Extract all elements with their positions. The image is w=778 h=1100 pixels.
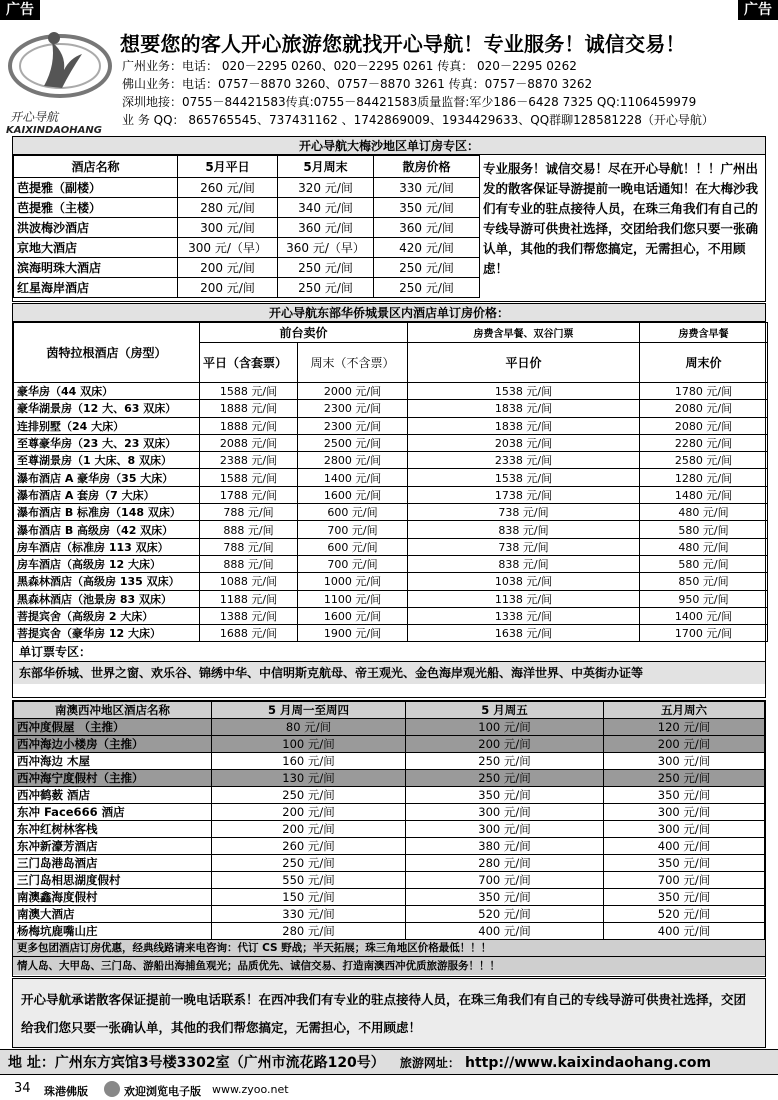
oct-row bbox=[14, 538, 768, 555]
xichong-cell: 100 元/间 bbox=[406, 719, 604, 736]
contact-guangzhou: 广州业务：电话： 020－2295 0260、020－2295 0261 传真： 020－2295 0262 bbox=[122, 59, 577, 73]
oct-col-hotel: 茵特拉根酒店（房型） bbox=[14, 323, 200, 383]
oct-cell: 888 元/间 bbox=[200, 521, 298, 538]
oct-cell: 600 元/间 bbox=[298, 538, 408, 555]
oct-cell: 2088 元/间 bbox=[200, 434, 298, 451]
oct-cell: 838 元/间 bbox=[408, 555, 640, 572]
logo-emblem-icon bbox=[4, 24, 116, 104]
oct-cell: 2800 元/间 bbox=[298, 452, 408, 469]
xichong-cell: 80 元/间 bbox=[212, 719, 406, 736]
xichong-row bbox=[14, 872, 765, 889]
oct-cell: 豪华房（44 双床） bbox=[14, 383, 200, 400]
xichong-col-sat: 五月周六 bbox=[604, 702, 765, 719]
oct-row bbox=[14, 504, 768, 521]
oct-cell: 2000 元/间 bbox=[298, 383, 408, 400]
xichong-cell: 380 元/间 bbox=[406, 838, 604, 855]
oct-cell: 房车酒店（标准房 113 双床） bbox=[14, 538, 200, 555]
oct-cell: 1838 元/间 bbox=[408, 400, 640, 417]
oct-cell: 1600 元/间 bbox=[298, 607, 408, 624]
xichong-cell: 300 元/间 bbox=[604, 753, 765, 770]
oct-cell: 2580 元/间 bbox=[640, 452, 768, 469]
xichong-cell: 400 元/间 bbox=[604, 923, 765, 940]
oct-cell: 瀑布酒店 B 标准房（148 双床） bbox=[14, 504, 200, 521]
oct-row bbox=[14, 434, 768, 451]
oct-cell: 至尊湖景房（1 大床、8 双床） bbox=[14, 452, 200, 469]
xichong-cell: 350 元/间 bbox=[604, 889, 765, 906]
address-bar bbox=[0, 1049, 778, 1075]
xichong-cell: 350 元/间 bbox=[406, 787, 604, 804]
section-oct-east bbox=[12, 303, 766, 698]
oct-cell: 2280 元/间 bbox=[640, 434, 768, 451]
address-text: 地 址：广州东方宾馆3号楼3302室（广州市流花路120号） bbox=[8, 1055, 385, 1071]
xichong-cell: 120 元/间 bbox=[604, 719, 765, 736]
dameisha-cell: 340 元/间 bbox=[278, 198, 374, 218]
xichong-row bbox=[14, 719, 765, 736]
oct-cell: 2300 元/间 bbox=[298, 400, 408, 417]
oct-row bbox=[14, 383, 768, 400]
oct-cell: 1388 元/间 bbox=[200, 607, 298, 624]
dameisha-cell: 250 元/间 bbox=[278, 258, 374, 278]
xichong-cell: 东冲红树林客栈 bbox=[14, 821, 212, 838]
xichong-cell: 东冲新濠芳酒店 bbox=[14, 838, 212, 855]
dameisha-col-weekend: 5月周末 bbox=[278, 156, 374, 178]
xichong-cell: 南澳鑫海度假村 bbox=[14, 889, 212, 906]
dameisha-cell: 京地大酒店 bbox=[14, 238, 178, 258]
oct-cell: 2388 元/间 bbox=[200, 452, 298, 469]
dameisha-cell: 260 元/间 bbox=[178, 178, 278, 198]
oct-cell: 2038 元/间 bbox=[408, 434, 640, 451]
dameisha-cell: 300 元/（早） bbox=[178, 238, 278, 258]
oct-cell: 1638 元/间 bbox=[408, 625, 640, 642]
oct-cell: 1588 元/间 bbox=[200, 383, 298, 400]
oct-cell: 1088 元/间 bbox=[200, 573, 298, 590]
xichong-row bbox=[14, 838, 765, 855]
xichong-cell: 西冲海边小楼房（主推） bbox=[14, 736, 212, 753]
publication-url[interactable]: www.zyoo.net bbox=[212, 1083, 289, 1096]
oct-cell: 850 元/间 bbox=[640, 573, 768, 590]
xichong-cell: 200 元/间 bbox=[406, 736, 604, 753]
ad-label-right: 广告 bbox=[738, 0, 778, 20]
oct-cell: 豪华湖景房（12 大、63 双床） bbox=[14, 400, 200, 417]
oct-group-breakfast-ticket: 房费含早餐、双谷门票 bbox=[408, 323, 640, 343]
oct-cell: 1400 元/间 bbox=[298, 469, 408, 486]
xichong-note-islands: 情人岛、大甲岛、三门岛、游船出海捕鱼观光；品质优先、诚信交易、打造南澳西冲优质旅游服务！！！ bbox=[13, 957, 765, 975]
website-label: 旅游网址： bbox=[399, 1056, 460, 1070]
oct-cell: 瀑布酒店 A 豪华房（35 大床） bbox=[14, 469, 200, 486]
section-dameisha-title: 开心导航大梅沙地区单订房专区： bbox=[13, 137, 765, 155]
xichong-row bbox=[14, 855, 765, 872]
ticket-zone-label: 单订票专区： bbox=[13, 642, 765, 662]
xichong-cell: 330 元/间 bbox=[212, 906, 406, 923]
xichong-cell: 520 元/间 bbox=[604, 906, 765, 923]
oct-cell: 788 元/间 bbox=[200, 538, 298, 555]
dameisha-cell: 350 元/间 bbox=[374, 198, 480, 218]
dameisha-cell: 芭提雅（主楼） bbox=[14, 198, 178, 218]
oct-cell: 1888 元/间 bbox=[200, 400, 298, 417]
oct-cell: 1780 元/间 bbox=[640, 383, 768, 400]
publication-text: 欢迎浏览电子版 bbox=[124, 1085, 201, 1098]
oct-cell: 2500 元/间 bbox=[298, 434, 408, 451]
xichong-cell: 350 元/间 bbox=[406, 889, 604, 906]
xichong-cell: 300 元/间 bbox=[406, 804, 604, 821]
dameisha-row bbox=[14, 198, 480, 218]
oct-row bbox=[14, 452, 768, 469]
xichong-cell: 300 元/间 bbox=[604, 804, 765, 821]
oct-cell: 480 元/间 bbox=[640, 538, 768, 555]
dameisha-row bbox=[14, 258, 480, 278]
oct-row bbox=[14, 625, 768, 642]
section-xichong bbox=[12, 700, 766, 977]
xichong-cell: 700 元/间 bbox=[604, 872, 765, 889]
oct-cell: 1188 元/间 bbox=[200, 590, 298, 607]
oct-row bbox=[14, 486, 768, 503]
xichong-col-mon-thu: 5 月周一至周四 bbox=[212, 702, 406, 719]
dameisha-cell: 360 元/间 bbox=[278, 218, 374, 238]
oct-cell: 1538 元/间 bbox=[408, 383, 640, 400]
contact-foshan: 佛山业务：电话：0757－8870 3260、0757－8870 3261 传真：0757－8870 3262 bbox=[122, 77, 593, 91]
oct-row bbox=[14, 417, 768, 434]
oct-cell: 2300 元/间 bbox=[298, 417, 408, 434]
dameisha-cell: 300 元/间 bbox=[178, 218, 278, 238]
oct-cell: 1888 元/间 bbox=[200, 417, 298, 434]
ad-label-left: 广告 bbox=[0, 0, 40, 20]
oct-cell: 838 元/间 bbox=[408, 521, 640, 538]
section-oct-title: 开心导航东部华侨城景区内酒店单订房价格： bbox=[13, 304, 765, 322]
oct-cell: 黑森林酒店（池景房 83 双床） bbox=[14, 590, 200, 607]
xichong-row bbox=[14, 787, 765, 804]
xichong-cell: 东冲 Face666 酒店 bbox=[14, 804, 212, 821]
dameisha-cell: 200 元/间 bbox=[178, 258, 278, 278]
xichong-cell: 300 元/间 bbox=[406, 821, 604, 838]
promise-box: 开心导航承诺散客保证提前一晚电话联系！在西冲我们有专业的驻点接待人员，在珠三角我们有自己的专线导游可供贵社选择，交团给我们您只要一张确认单，其他的我们帮您搞定，无需担心，不用顾虑！ bbox=[12, 978, 766, 1048]
section-dameisha bbox=[12, 136, 766, 302]
xichong-cell: 西冲度假屋 （主推） bbox=[14, 719, 212, 736]
dameisha-cell: 250 元/间 bbox=[374, 258, 480, 278]
oct-cell: 1480 元/间 bbox=[640, 486, 768, 503]
dameisha-cell: 滨海明珠大酒店 bbox=[14, 258, 178, 278]
xichong-row bbox=[14, 889, 765, 906]
xichong-cell: 200 元/间 bbox=[604, 736, 765, 753]
oct-cell: 房车酒店（高级房 12 大床） bbox=[14, 555, 200, 572]
dameisha-col-hotel: 酒店名称 bbox=[14, 156, 178, 178]
dameisha-notice: 专业服务！诚信交易！尽在开心导航！！！广州出发的散客保证导游提前一晚电话通知！在大梅沙我们有专业的驻点接待人员，在珠三角我们有自己的专线导游可供贵社选择，交团给我们您只要一张确认单，其他的我们帮您搞定，无需担心，不用顾虑！ bbox=[483, 161, 759, 276]
oct-cell: 连排别墅（24 大床） bbox=[14, 417, 200, 434]
oct-cell: 菩提宾舍（高级房 2 大床） bbox=[14, 607, 200, 624]
xichong-cell: 150 元/间 bbox=[212, 889, 406, 906]
ticket-list: 东部华侨城、世界之窗、欢乐谷、锦绣中华、中信明斯克航母、帝王观光、金色海岸观光船、海洋世界、中英街办证等 bbox=[13, 662, 765, 684]
oct-table bbox=[13, 322, 768, 642]
oct-cell: 700 元/间 bbox=[298, 555, 408, 572]
oct-cell: 600 元/间 bbox=[298, 504, 408, 521]
xichong-row bbox=[14, 736, 765, 753]
oct-cell: 580 元/间 bbox=[640, 555, 768, 572]
oct-cell: 1838 元/间 bbox=[408, 417, 640, 434]
oct-cell: 1688 元/间 bbox=[200, 625, 298, 642]
oct-cell: 950 元/间 bbox=[640, 590, 768, 607]
oct-row bbox=[14, 555, 768, 572]
oct-cell: 1000 元/间 bbox=[298, 573, 408, 590]
xichong-cell: 200 元/间 bbox=[212, 804, 406, 821]
oct-cell: 菩提宾舍（豪华房 12 大床） bbox=[14, 625, 200, 642]
dameisha-row bbox=[14, 178, 480, 198]
xichong-cell: 350 元/间 bbox=[604, 855, 765, 872]
oct-row bbox=[14, 400, 768, 417]
xichong-cell: 250 元/间 bbox=[604, 770, 765, 787]
xichong-cell: 西冲鹤薮 酒店 bbox=[14, 787, 212, 804]
dameisha-cell: 330 元/间 bbox=[374, 178, 480, 198]
xichong-cell: 280 元/间 bbox=[212, 923, 406, 940]
oct-group-front: 前台卖价 bbox=[200, 323, 408, 343]
oct-cell: 580 元/间 bbox=[640, 521, 768, 538]
oct-row bbox=[14, 590, 768, 607]
xichong-col-fri: 5 月周五 bbox=[406, 702, 604, 719]
xichong-cell: 550 元/间 bbox=[212, 872, 406, 889]
dameisha-cell: 320 元/间 bbox=[278, 178, 374, 198]
xichong-cell: 250 元/间 bbox=[406, 770, 604, 787]
website-link[interactable]: http://www.kaixindaohang.com bbox=[465, 1055, 712, 1071]
oct-cell: 1788 元/间 bbox=[200, 486, 298, 503]
logo-text-cn: 开心导航 bbox=[10, 110, 59, 124]
xichong-note-offers: 更多包团酒店订房优惠，经典线路请来电咨询：代订 CS 野战；半天拓展；珠三角地区价格最低！！！ bbox=[13, 940, 765, 957]
oct-row bbox=[14, 469, 768, 486]
contact-qq: 业 务 QQ： 865765545、737431162 、1742869009、1934429633、QQ群聊128581228（开心导航） bbox=[122, 113, 714, 127]
dameisha-col-price: 散房价格 bbox=[374, 156, 480, 178]
oct-row bbox=[14, 607, 768, 624]
oct-col-weekday: 平日价 bbox=[408, 343, 640, 383]
contact-shenzhen: 深圳地接：0755－84421583传真:0755－84421583质量监督:军少186－6428 7325 QQ:1106459979 bbox=[122, 95, 697, 109]
xichong-row bbox=[14, 923, 765, 940]
slogan: 想要您的客人开心旅游您就找开心导航！专业服务！诚信交易！ bbox=[120, 32, 686, 56]
xichong-cell: 南澳大酒店 bbox=[14, 906, 212, 923]
xichong-cell: 400 元/间 bbox=[406, 923, 604, 940]
xichong-cell: 三门岛港岛酒店 bbox=[14, 855, 212, 872]
dameisha-cell: 420 元/间 bbox=[374, 238, 480, 258]
oct-col-weekend-front: 周末（不含票） bbox=[298, 343, 408, 383]
xichong-cell: 300 元/间 bbox=[604, 821, 765, 838]
oct-cell: 2080 元/间 bbox=[640, 400, 768, 417]
oct-cell: 1400 元/间 bbox=[640, 607, 768, 624]
oct-col-weekend: 周末价 bbox=[640, 343, 768, 383]
oct-cell: 888 元/间 bbox=[200, 555, 298, 572]
oct-cell: 1138 元/间 bbox=[408, 590, 640, 607]
oct-cell: 1338 元/间 bbox=[408, 607, 640, 624]
xichong-cell: 200 元/间 bbox=[212, 821, 406, 838]
oct-cell: 480 元/间 bbox=[640, 504, 768, 521]
publication-logo-icon bbox=[104, 1081, 120, 1097]
oct-cell: 1038 元/间 bbox=[408, 573, 640, 590]
dameisha-cell: 250 元/间 bbox=[278, 278, 374, 298]
xichong-cell: 130 元/间 bbox=[212, 770, 406, 787]
dameisha-cell: 200 元/间 bbox=[178, 278, 278, 298]
xichong-cell: 250 元/间 bbox=[212, 787, 406, 804]
xichong-row bbox=[14, 753, 765, 770]
dameisha-cell: 280 元/间 bbox=[178, 198, 278, 218]
logo-text-en: KAIXINDAOHANG bbox=[6, 125, 102, 136]
oct-cell: 738 元/间 bbox=[408, 538, 640, 555]
xichong-cell: 520 元/间 bbox=[406, 906, 604, 923]
xichong-row bbox=[14, 906, 765, 923]
oct-cell: 至尊豪华房（23 大、23 双床） bbox=[14, 434, 200, 451]
xichong-cell: 250 元/间 bbox=[406, 753, 604, 770]
oct-cell: 700 元/间 bbox=[298, 521, 408, 538]
dameisha-cell: 芭提雅（副楼） bbox=[14, 178, 178, 198]
oct-row bbox=[14, 573, 768, 590]
xichong-cell: 杨梅坑鹿嘴山庄 bbox=[14, 923, 212, 940]
oct-cell: 1538 元/间 bbox=[408, 469, 640, 486]
xichong-cell: 西冲海边 木屋 bbox=[14, 753, 212, 770]
oct-cell: 1738 元/间 bbox=[408, 486, 640, 503]
oct-cell: 1100 元/间 bbox=[298, 590, 408, 607]
xichong-row bbox=[14, 804, 765, 821]
dameisha-cell: 360 元/（早） bbox=[278, 238, 374, 258]
oct-row bbox=[14, 521, 768, 538]
dameisha-row bbox=[14, 278, 480, 298]
dameisha-cell: 360 元/间 bbox=[374, 218, 480, 238]
oct-cell: 瀑布酒店 B 高级房（42 双床） bbox=[14, 521, 200, 538]
xichong-cell: 三门岛相思湖度假村 bbox=[14, 872, 212, 889]
page-footer bbox=[0, 1079, 778, 1099]
xichong-cell: 400 元/间 bbox=[604, 838, 765, 855]
dameisha-cell: 洪波梅沙酒店 bbox=[14, 218, 178, 238]
oct-cell: 738 元/间 bbox=[408, 504, 640, 521]
xichong-cell: 100 元/间 bbox=[212, 736, 406, 753]
dameisha-row bbox=[14, 218, 480, 238]
oct-cell: 黑森林酒店（高级房 135 双床） bbox=[14, 573, 200, 590]
xichong-table bbox=[13, 701, 765, 940]
xichong-row bbox=[14, 770, 765, 787]
logo bbox=[4, 24, 116, 136]
xichong-cell: 160 元/间 bbox=[212, 753, 406, 770]
oct-cell: 1900 元/间 bbox=[298, 625, 408, 642]
publication-name: 珠港佛版 bbox=[44, 1085, 88, 1098]
xichong-cell: 350 元/间 bbox=[604, 787, 765, 804]
oct-cell: 1600 元/间 bbox=[298, 486, 408, 503]
dameisha-cell: 250 元/间 bbox=[374, 278, 480, 298]
page-number: 34 bbox=[14, 1081, 31, 1096]
oct-cell: 788 元/间 bbox=[200, 504, 298, 521]
xichong-cell: 西冲海宁度假村（主推） bbox=[14, 770, 212, 787]
oct-cell: 1280 元/间 bbox=[640, 469, 768, 486]
xichong-cell: 260 元/间 bbox=[212, 838, 406, 855]
xichong-cell: 280 元/间 bbox=[406, 855, 604, 872]
dameisha-row bbox=[14, 238, 480, 258]
xichong-row bbox=[14, 821, 765, 838]
oct-cell: 2080 元/间 bbox=[640, 417, 768, 434]
xichong-cell: 250 元/间 bbox=[212, 855, 406, 872]
xichong-cell: 700 元/间 bbox=[406, 872, 604, 889]
oct-cell: 瀑布酒店 A 套房（7 大床） bbox=[14, 486, 200, 503]
oct-cell: 1700 元/间 bbox=[640, 625, 768, 642]
dameisha-table bbox=[13, 155, 480, 298]
oct-cell: 1588 元/间 bbox=[200, 469, 298, 486]
xichong-col-hotel: 南澳西冲地区酒店名称 bbox=[14, 702, 212, 719]
oct-group-breakfast: 房费含早餐 bbox=[640, 323, 768, 343]
dameisha-cell: 红星海岸酒店 bbox=[14, 278, 178, 298]
dameisha-col-weekday: 5月平日 bbox=[178, 156, 278, 178]
oct-cell: 2338 元/间 bbox=[408, 452, 640, 469]
oct-col-weekday-front: 平日（含套票） bbox=[200, 343, 298, 383]
header bbox=[0, 20, 778, 136]
